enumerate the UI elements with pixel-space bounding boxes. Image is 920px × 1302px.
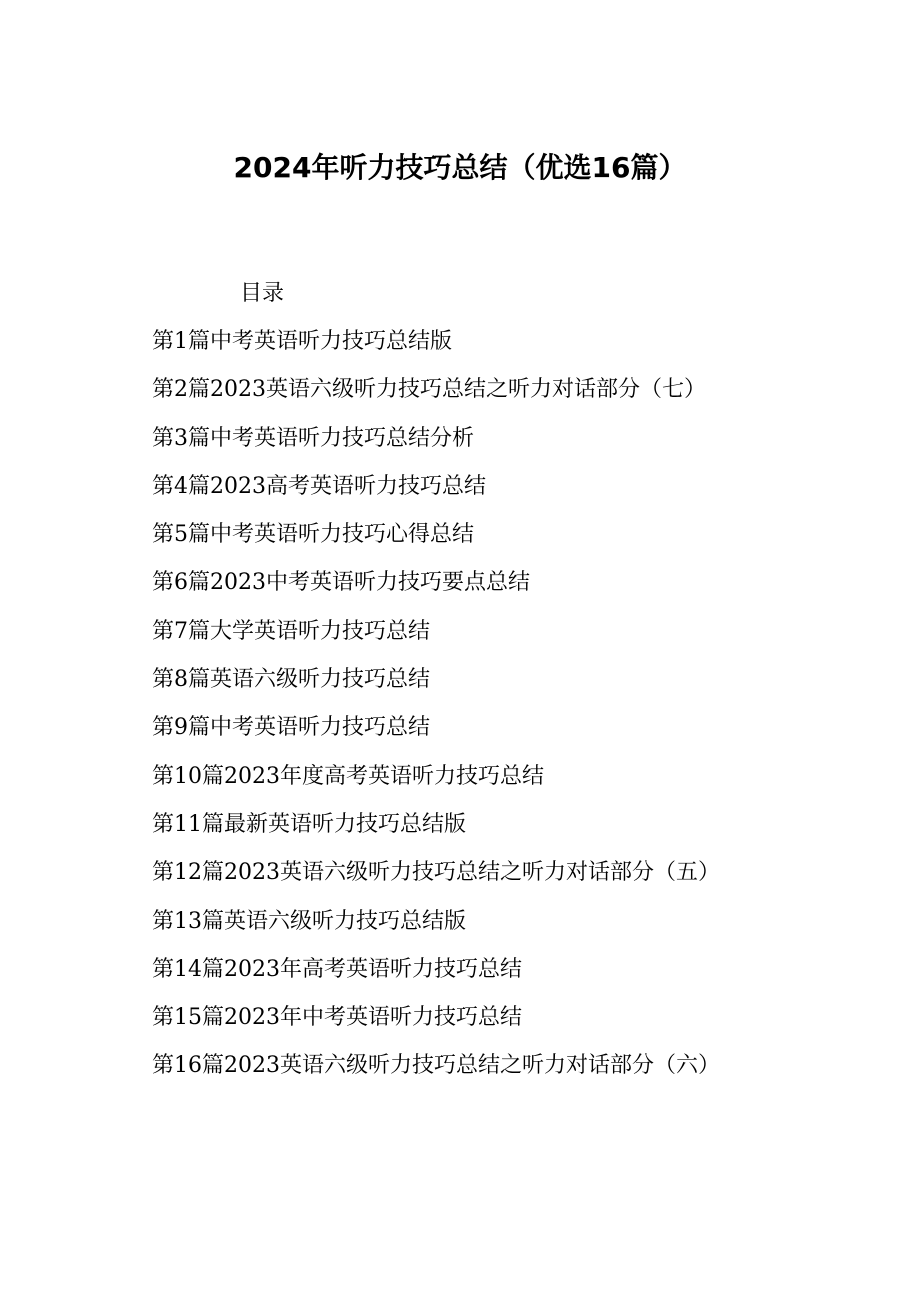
toc-list bbox=[152, 322, 852, 1095]
toc-item[interactable]: 第6篇2023中考英语听力技巧要点总结 bbox=[152, 570, 530, 596]
toc-item[interactable]: 第8篇英语六级听力技巧总结 bbox=[152, 667, 430, 693]
toc-item[interactable]: 第9篇中考英语听力技巧总结 bbox=[152, 715, 430, 741]
toc-item[interactable]: 第3篇中考英语听力技巧总结分析 bbox=[152, 425, 474, 451]
toc-item[interactable]: 第10篇2023年度高考英语听力技巧总结 bbox=[152, 763, 544, 789]
toc-item[interactable]: 第13篇英语六级听力技巧总结版 bbox=[152, 908, 466, 934]
toc-item[interactable]: 第16篇2023英语六级听力技巧总结之听力对话部分（六） bbox=[152, 1053, 720, 1079]
toc-item[interactable]: 第7篇大学英语听力技巧总结 bbox=[152, 618, 430, 644]
toc-item[interactable]: 第2篇2023英语六级听力技巧总结之听力对话部分（七） bbox=[152, 377, 706, 403]
toc-item[interactable]: 第4篇2023高考英语听力技巧总结 bbox=[152, 473, 486, 499]
toc-item[interactable]: 第11篇最新英语听力技巧总结版 bbox=[152, 811, 466, 837]
toc-item[interactable]: 第1篇中考英语听力技巧总结版 bbox=[152, 329, 452, 354]
toc-item[interactable]: 第14篇2023年高考英语听力技巧总结 bbox=[152, 956, 522, 982]
toc-item[interactable]: 第12篇2023英语六级听力技巧总结之听力对话部分（五） bbox=[152, 860, 720, 886]
toc-item[interactable]: 第5篇中考英语听力技巧心得总结 bbox=[152, 522, 474, 548]
toc-item[interactable]: 第15篇2023年中考英语听力技巧总结 bbox=[152, 1005, 522, 1031]
document-title: 2024年听力技巧总结（优选16篇） bbox=[233, 151, 687, 184]
toc-heading: 目录 bbox=[240, 281, 285, 306]
